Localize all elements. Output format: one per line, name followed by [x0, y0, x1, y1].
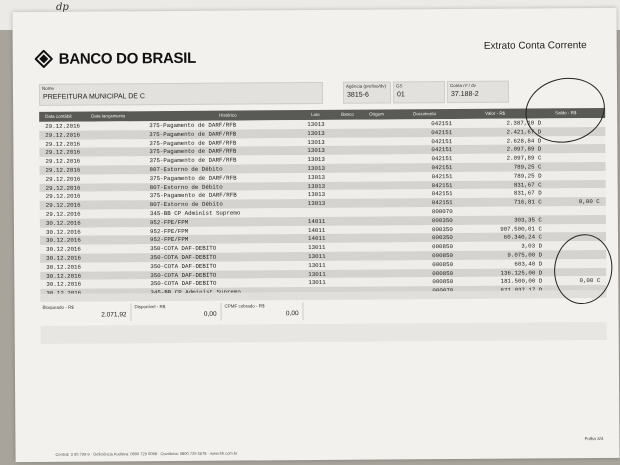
cell-date: 30.12.2016 [46, 254, 81, 262]
cell-lote: 13013 [307, 129, 325, 137]
cell-valor: 2.097,89 C [506, 154, 542, 162]
cell-lote: 13013 [307, 200, 326, 208]
cell-date: 29.12.2016 [45, 122, 81, 130]
cell-historico: 807-Estorno de Débito [149, 200, 223, 209]
brand-logo [35, 49, 196, 68]
cell-date: 29.12.2016 [45, 175, 81, 183]
cell-historico: 345-BB CP Administ Supremo [149, 209, 241, 218]
cell-documento: 000850 [432, 269, 454, 277]
cell-historico: 952-FPE/FPM [149, 227, 189, 235]
cell-lote: 14011 [307, 217, 326, 225]
cell-date: 29.12.2016 [45, 193, 81, 201]
cell-valor: 831,67 C [513, 181, 542, 189]
cell-historico: 350-COTA DAF-DEBITO [150, 253, 217, 262]
cell-valor: 789,25 C [513, 163, 542, 171]
cell-date: 29.12.2016 [45, 166, 81, 174]
th-data-contabil: Data contábil [45, 113, 72, 119]
cell-historico: 350-COTA DAF-DEBITO [150, 280, 217, 288]
cell-documento: 000850 [432, 278, 454, 286]
nome-box [39, 82, 323, 106]
cell-date: 29.12.2016 [45, 157, 81, 166]
cell-documento: 042151 [431, 137, 453, 145]
cell-historico: 375-Pagamento de DARF/RFB [149, 156, 237, 165]
cell-valor: 303,35 C [514, 216, 542, 224]
conta-label: Conta nº / dv [449, 82, 476, 89]
cell-lote: 13013 [307, 147, 325, 155]
cell-historico: 375-Pagamento de DARF/RFB [149, 121, 237, 130]
cell-lote: 14011 [308, 235, 326, 243]
nome-value: PREFEITURA MUNICIPAL DE C [43, 93, 145, 101]
th-lote: Lote [311, 111, 320, 118]
cell-historico: 807-Estorno de Débito [149, 183, 223, 191]
cell-date: 30.12.2016 [46, 245, 81, 254]
th-data-lancamento: Data lançamento [91, 113, 126, 119]
th-historico: Histórico [219, 112, 237, 118]
cell-lote: 13011 [308, 270, 326, 278]
bank-statement-sheet [12, 8, 619, 462]
cell-historico: 375-Pagamento de DARF/RFB [149, 174, 237, 182]
agencia-box [343, 81, 391, 103]
conta-value: 37.188-2 [450, 90, 479, 99]
cell-date: 30.12.2016 [46, 263, 82, 271]
th-origem: Origem [369, 111, 384, 117]
bloqueado-box [40, 303, 131, 322]
cell-saldo: 0,00 C [579, 277, 601, 285]
cell-lote: 13013 [307, 138, 325, 146]
cell-historico: 350-COTA DAF-DEBITO [150, 262, 217, 270]
cell-lote: 13013 [307, 182, 326, 190]
disponivel-box [132, 303, 221, 322]
cell-valor: 2.387,10 D [506, 119, 542, 127]
cell-documento: 000350 [431, 216, 453, 224]
cell-documento: 000850 [432, 251, 454, 260]
cell-valor: 136.125,00 D [500, 268, 543, 277]
cell-valor: 2.628,84 D [506, 137, 542, 145]
cell-valor: 789,25 D [513, 172, 542, 180]
cell-date: 29.12.2016 [45, 184, 81, 192]
nome-label: Nome [41, 85, 55, 91]
balance-summary [40, 300, 606, 322]
document-title: Extrato Conta Corrente [483, 40, 587, 52]
cell-lote: 13013 [307, 191, 326, 199]
cell-date: 29.12.2016 [45, 210, 81, 218]
cell-lote: 13013 [307, 173, 326, 181]
cell-valor: 9.075,00 D [507, 251, 543, 259]
cell-valor: 907.500,01 C [500, 224, 542, 233]
gs-value: 01 [396, 91, 405, 99]
cell-valor: 716,81 C [513, 198, 542, 206]
transactions-table [39, 108, 606, 298]
cpmf-value: 0,00 [285, 310, 299, 318]
bloqueado-value: 2.071,92 [101, 311, 127, 319]
page-number: Folha 3/4 [584, 435, 604, 442]
cell-date: 30.12.2016 [46, 280, 82, 289]
cell-documento: 000850 [432, 243, 453, 251]
cell-documento: 042151 [431, 146, 453, 154]
cell-historico: 375-Pagamento de DARF/RFB [149, 191, 237, 200]
gs-box [393, 81, 445, 103]
cell-documento: 000850 [432, 260, 454, 268]
bloqueado-label: Bloqueado - R$ [42, 304, 74, 310]
cell-historico: 952-FPE/FPM [149, 218, 189, 226]
cell-documento: 000350 [431, 234, 453, 242]
cell-documento: 042151 [431, 128, 453, 136]
agencia-value: 3815-6 [347, 91, 369, 99]
cell-valor: 2.097,89 D [506, 145, 542, 154]
cell-date: 29.12.2016 [45, 140, 81, 148]
gs-label: GS [395, 83, 403, 89]
cell-lote: 13011 [308, 279, 326, 287]
cell-valor: 181.500,00 D [500, 277, 543, 286]
cell-date: 30.12.2016 [45, 228, 81, 236]
cell-valor: 60.340,24 C [503, 233, 543, 242]
cell-documento: 000350 [431, 225, 453, 233]
th-banco: Banco [341, 111, 354, 117]
cpmf-box [222, 302, 303, 321]
cell-date: 29.12.2016 [45, 149, 81, 157]
cell-lote: 13013 [307, 120, 325, 129]
cell-historico: 350-COTA DAF-DEBITO [150, 271, 217, 279]
conta-box [447, 81, 509, 103]
cell-date: 30.12.2016 [46, 237, 81, 245]
cell-documento: 042151 [431, 199, 453, 207]
cell-documento: 042151 [431, 190, 453, 198]
cell-date: 29.12.2016 [45, 131, 81, 139]
cell-documento: 042151 [431, 120, 453, 128]
cell-lote: 13013 [307, 156, 325, 164]
th-documento: Documento [413, 111, 437, 117]
cell-documento: 042151 [431, 181, 453, 189]
cell-historico: 375-Pagamento de DARF/RFB [149, 139, 237, 147]
cell-saldo: 0,00 C [578, 198, 600, 206]
cell-documento: 000070 [431, 208, 453, 216]
cpmf-label: CPMF cobrado - R$ [224, 303, 265, 309]
agencia-label: Agência (prefixo/dv) [345, 83, 387, 89]
cell-valor: 603,40 D [514, 260, 543, 268]
th-valor: Valor - R$ [485, 110, 506, 116]
cell-date: 30.12.2016 [46, 272, 82, 280]
cell-documento: 042151 [431, 164, 453, 172]
cell-historico: 807-Estorno de Débito [149, 165, 223, 174]
footer-contacts: Central: 3 90.799-9 · Deficiência Auditiva: 0800 729 0088 · Ouvidoria: 0800 729 5678 · www.bb.com.br [55, 450, 238, 457]
handwritten-note: dp [56, 2, 69, 13]
cell-lote: 13011 [308, 244, 326, 252]
cell-historico: 952-FPE/FPM [150, 236, 189, 244]
table-body [39, 118, 606, 298]
th-saldo: Saldo - R$ [555, 110, 577, 116]
bb-logo-icon [35, 50, 53, 68]
disponivel-label: Disponível - R$ [134, 304, 166, 310]
cell-valor: 2.421,67 D [506, 128, 542, 136]
cell-date: 30.12.2016 [45, 219, 81, 227]
cell-valor: 3,03 D [521, 242, 543, 250]
cell-documento: 042151 [431, 172, 453, 180]
cell-documento: 042151 [431, 155, 453, 163]
cell-date: 29.12.2016 [45, 201, 81, 210]
cell-lote: 13011 [308, 261, 326, 269]
cell-historico: 375-Pagamento de DARF/RFB [149, 147, 237, 156]
cell-valor: 831,67 D [513, 189, 542, 197]
cell-historico: 350-COTA DAF-DEBITO [150, 244, 217, 253]
cell-lote: 14011 [307, 226, 326, 234]
cell-lote: 13011 [308, 252, 326, 261]
disponivel-value: 0,00 [203, 310, 217, 318]
cell-historico: 375-Pagamento de DARF/RFB [149, 130, 237, 138]
blank-area [41, 322, 607, 344]
brand-name: BANCO DO BRASIL [58, 49, 196, 68]
cell-lote: 13013 [307, 164, 325, 173]
